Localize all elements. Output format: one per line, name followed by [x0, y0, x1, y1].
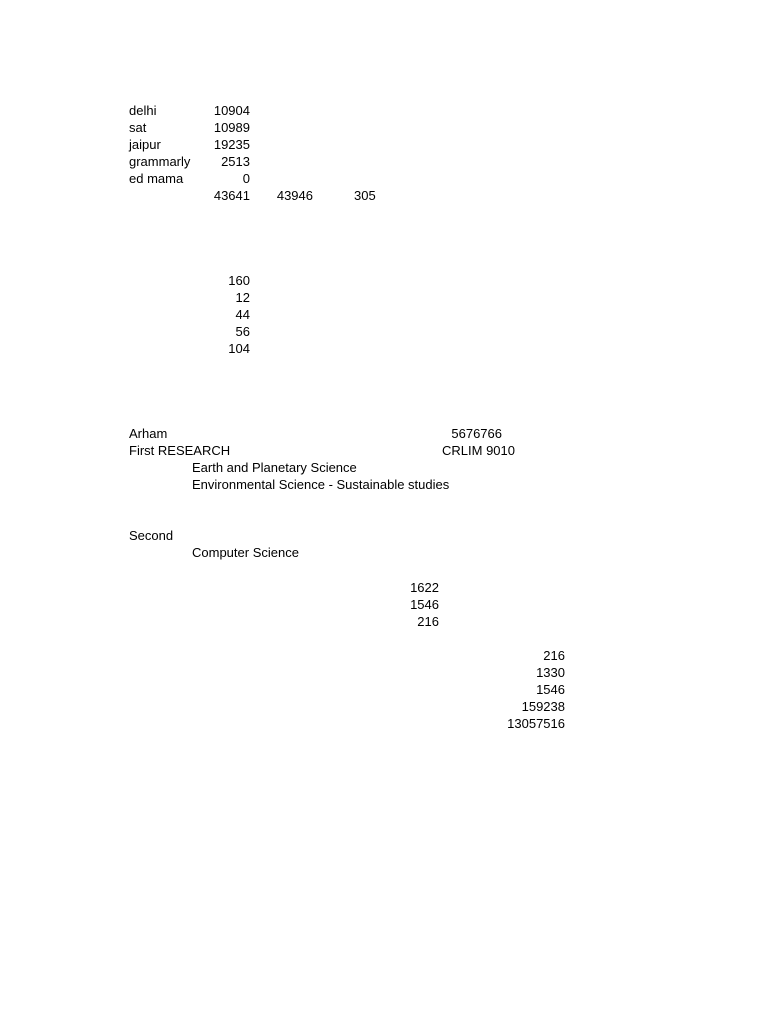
number-cell: 104	[228, 341, 250, 356]
row-label-ed-mama: ed mama	[129, 171, 184, 186]
number-cell: 159238	[521, 699, 565, 714]
total-cell-3: 305	[354, 188, 376, 203]
row-value-ed-mama: 0	[242, 171, 250, 186]
number-cell: 216	[417, 614, 439, 629]
subject-computer-science: Computer Science	[192, 545, 299, 560]
subject-environmental: Environmental Science - Sustainable studies	[192, 477, 450, 492]
row-label-jaipur: jaipur	[129, 137, 161, 152]
number-cell: 160	[228, 273, 250, 288]
number-cell: 13057516	[507, 716, 565, 731]
id-number-cell: 5676766	[451, 426, 502, 441]
number-cell: 56	[235, 324, 250, 339]
number-cell: 216	[543, 648, 565, 663]
number-cell: 1546	[410, 597, 439, 612]
row-label-delhi: delhi	[129, 103, 157, 118]
subject-earth-planetary: Earth and Planetary Science	[192, 460, 357, 475]
total-cell-2: 43946	[276, 188, 313, 203]
row-label-grammarly: grammarly	[129, 154, 191, 169]
number-cell: 44	[235, 307, 250, 322]
number-cell: 1622	[410, 580, 439, 595]
row-value-delhi: 10904	[213, 103, 250, 118]
number-cell: 1546	[536, 682, 565, 697]
first-research-label: First RESEARCH	[129, 443, 231, 458]
course-code-cell: CRLIM 9010	[442, 443, 515, 458]
number-cell: 12	[235, 290, 250, 305]
number-cell: 1330	[536, 665, 565, 680]
row-value-sat: 10989	[213, 120, 250, 135]
row-value-jaipur: 19235	[213, 137, 250, 152]
total-cell-1: 43641	[213, 188, 250, 203]
name-cell: Arham	[129, 426, 168, 441]
row-label-sat: sat	[129, 120, 147, 135]
second-label: Second	[129, 528, 174, 543]
row-value-grammarly: 2513	[221, 154, 250, 169]
